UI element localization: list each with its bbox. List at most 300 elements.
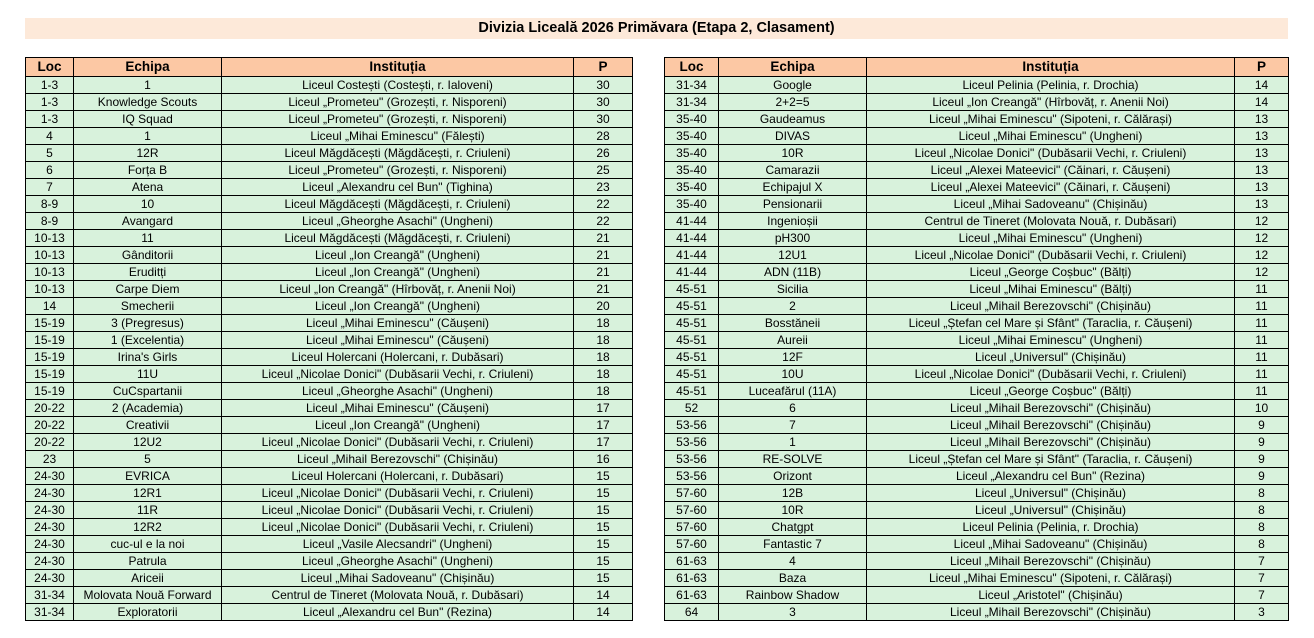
cell-institutia: Liceul Holercani (Holercani, r. Dubăsari) [222, 349, 574, 366]
cell-points: 14 [574, 604, 633, 621]
cell-loc: 61-63 [665, 553, 719, 570]
cell-loc: 1-3 [26, 111, 74, 128]
cell-echipa: Eruditți [74, 264, 222, 281]
cell-points: 20 [574, 298, 633, 315]
cell-echipa: 3 [719, 604, 867, 621]
cell-loc: 31-34 [665, 94, 719, 111]
cell-loc: 35-40 [665, 145, 719, 162]
cell-institutia: Liceul „Aristotel" (Chișinău) [867, 587, 1235, 604]
cell-echipa: 6 [719, 400, 867, 417]
table-row [26, 468, 633, 485]
cell-echipa: 4 [719, 553, 867, 570]
cell-echipa: 2+2=5 [719, 94, 867, 111]
cell-echipa: Camarazii [719, 162, 867, 179]
cell-points: 11 [1235, 366, 1289, 383]
cell-echipa: cuc-ul e la noi [74, 536, 222, 553]
cell-echipa: Echipajul X [719, 179, 867, 196]
cell-institutia: Liceul „Alexei Mateevici" (Căinari, r. Căușeni) [867, 179, 1235, 196]
table-row [665, 451, 1289, 468]
table-row [665, 485, 1289, 502]
cell-loc: 57-60 [665, 536, 719, 553]
cell-points: 12 [1235, 264, 1289, 281]
table-row [26, 315, 633, 332]
cell-echipa: Ingenioșii [719, 213, 867, 230]
table-row [665, 179, 1289, 196]
table-row [26, 298, 633, 315]
table-row [26, 247, 633, 264]
cell-institutia: Liceul „Gheorghe Asachi" (Ungheni) [222, 553, 574, 570]
cell-institutia: Liceul „Nicolae Donici" (Dubăsarii Vechi, r. Criuleni) [222, 485, 574, 502]
cell-echipa: Smecherii [74, 298, 222, 315]
table-row [665, 247, 1289, 264]
cell-loc: 45-51 [665, 349, 719, 366]
table-row [26, 213, 633, 230]
header-loc: Loc [665, 58, 719, 77]
cell-loc: 41-44 [665, 247, 719, 264]
cell-institutia: Liceul „Mihai Eminescu" (Ungheni) [867, 128, 1235, 145]
cell-loc: 24-30 [26, 502, 74, 519]
cell-institutia: Liceul „Mihail Berezovschi" (Chișinău) [867, 553, 1235, 570]
cell-loc: 35-40 [665, 179, 719, 196]
cell-echipa: Forța B [74, 162, 222, 179]
cell-loc: 20-22 [26, 417, 74, 434]
cell-institutia: Liceul „Universul" (Chișinău) [867, 349, 1235, 366]
cell-loc: 15-19 [26, 383, 74, 400]
cell-echipa: 10R [719, 502, 867, 519]
cell-institutia: Liceul „Mihai Eminescu" (Sipoteni, r. Călărași) [867, 570, 1235, 587]
cell-points: 14 [574, 587, 633, 604]
cell-echipa: ADN (11B) [719, 264, 867, 281]
cell-institutia: Liceul „Mihail Berezovschi" (Chișinău) [222, 451, 574, 468]
cell-institutia: Centrul de Tineret (Molovata Nouă, r. Dubăsari) [222, 587, 574, 604]
cell-loc: 20-22 [26, 400, 74, 417]
cell-points: 17 [574, 417, 633, 434]
cell-points: 18 [574, 332, 633, 349]
cell-points: 15 [574, 502, 633, 519]
cell-points: 13 [1235, 196, 1289, 213]
cell-institutia: Liceul „Mihail Berezovschi" (Chișinău) [867, 434, 1235, 451]
table-row [665, 587, 1289, 604]
cell-echipa: Bosstăneii [719, 315, 867, 332]
table-row [26, 366, 633, 383]
cell-echipa: 12F [719, 349, 867, 366]
cell-loc: 53-56 [665, 451, 719, 468]
cell-institutia: Liceul „Gheorghe Asachi" (Ungheni) [222, 383, 574, 400]
table-row [665, 604, 1289, 621]
table-row [665, 383, 1289, 400]
cell-institutia: Liceul „Gheorghe Asachi" (Ungheni) [222, 213, 574, 230]
cell-echipa: 1 [74, 77, 222, 94]
cell-institutia: Liceul „Alexandru cel Bun" (Tighina) [222, 179, 574, 196]
table-row [26, 570, 633, 587]
header-loc: Loc [26, 58, 74, 77]
table-row [665, 570, 1289, 587]
cell-loc: 35-40 [665, 162, 719, 179]
table-row [665, 128, 1289, 145]
cell-points: 16 [574, 451, 633, 468]
cell-echipa: Aureii [719, 332, 867, 349]
cell-points: 13 [1235, 179, 1289, 196]
cell-loc: 61-63 [665, 570, 719, 587]
cell-points: 30 [574, 77, 633, 94]
header-institutia: Instituția [222, 58, 574, 77]
table-row [26, 162, 633, 179]
table-row [665, 213, 1289, 230]
cell-points: 11 [1235, 332, 1289, 349]
cell-points: 9 [1235, 468, 1289, 485]
cell-loc: 7 [26, 179, 74, 196]
table-row [665, 468, 1289, 485]
table-row [26, 111, 633, 128]
cell-points: 11 [1235, 281, 1289, 298]
cell-echipa: Fantastic 7 [719, 536, 867, 553]
cell-loc: 15-19 [26, 366, 74, 383]
cell-institutia: Liceul Holercani (Holercani, r. Dubăsari) [222, 468, 574, 485]
cell-points: 22 [574, 213, 633, 230]
cell-points: 21 [574, 247, 633, 264]
cell-loc: 45-51 [665, 383, 719, 400]
header-row [26, 58, 633, 77]
cell-points: 17 [574, 434, 633, 451]
cell-loc: 1-3 [26, 77, 74, 94]
cell-loc: 35-40 [665, 111, 719, 128]
cell-echipa: Avangard [74, 213, 222, 230]
cell-institutia: Liceul „Universul" (Chișinău) [867, 485, 1235, 502]
table-row [26, 502, 633, 519]
standings-body-left [26, 77, 633, 621]
cell-echipa: EVRICA [74, 468, 222, 485]
cell-institutia: Liceul „Alexandru cel Bun" (Rezina) [867, 468, 1235, 485]
cell-points: 15 [574, 519, 633, 536]
table-row [665, 77, 1289, 94]
table-row [665, 519, 1289, 536]
header-echipa: Echipa [74, 58, 222, 77]
table-row [665, 162, 1289, 179]
cell-points: 30 [574, 111, 633, 128]
cell-loc: 14 [26, 298, 74, 315]
cell-institutia: Liceul „Ion Creangă" (Hîrbovăț, r. Anenii Noi) [867, 94, 1235, 111]
table-row [26, 604, 633, 621]
cell-points: 9 [1235, 417, 1289, 434]
table-row [26, 332, 633, 349]
header-echipa: Echipa [719, 58, 867, 77]
cell-echipa: Gaudeamus [719, 111, 867, 128]
header-row [665, 58, 1289, 77]
cell-loc: 8-9 [26, 213, 74, 230]
table-row [26, 485, 633, 502]
cell-institutia: Liceul „Alexandru cel Bun" (Rezina) [222, 604, 574, 621]
cell-points: 11 [1235, 298, 1289, 315]
cell-echipa: 5 [74, 451, 222, 468]
cell-loc: 31-34 [26, 587, 74, 604]
cell-institutia: Liceul „Prometeu" (Grozești, r. Nisporeni) [222, 111, 574, 128]
cell-echipa: 10U [719, 366, 867, 383]
cell-loc: 35-40 [665, 196, 719, 213]
cell-loc: 15-19 [26, 349, 74, 366]
cell-points: 14 [1235, 77, 1289, 94]
table-row [26, 264, 633, 281]
table-row [26, 451, 633, 468]
cell-points: 8 [1235, 536, 1289, 553]
cell-institutia: Liceul „Universul" (Chișinău) [867, 502, 1235, 519]
table-row [26, 77, 633, 94]
table-row [665, 332, 1289, 349]
cell-institutia: Liceul „Mihai Sadoveanu" (Chișinău) [222, 570, 574, 587]
cell-echipa: 12R [74, 145, 222, 162]
table-row [26, 128, 633, 145]
cell-loc: 15-19 [26, 315, 74, 332]
cell-loc: 45-51 [665, 366, 719, 383]
cell-points: 9 [1235, 451, 1289, 468]
cell-loc: 8-9 [26, 196, 74, 213]
cell-points: 12 [1235, 213, 1289, 230]
cell-echipa: 2 (Academia) [74, 400, 222, 417]
cell-echipa: 3 (Pregresus) [74, 315, 222, 332]
cell-echipa: 2 [719, 298, 867, 315]
cell-points: 11 [1235, 349, 1289, 366]
table-row [665, 434, 1289, 451]
table-row [26, 383, 633, 400]
cell-points: 12 [1235, 230, 1289, 247]
table-row [26, 281, 633, 298]
cell-points: 7 [1235, 570, 1289, 587]
table-row [665, 553, 1289, 570]
cell-points: 21 [574, 264, 633, 281]
cell-points: 9 [1235, 434, 1289, 451]
cell-echipa: 11 [74, 230, 222, 247]
cell-echipa: Atena [74, 179, 222, 196]
cell-echipa: Pensionarii [719, 196, 867, 213]
cell-points: 17 [574, 400, 633, 417]
cell-points: 11 [1235, 383, 1289, 400]
cell-points: 7 [1235, 553, 1289, 570]
cell-loc: 15-19 [26, 332, 74, 349]
table-row [665, 417, 1289, 434]
cell-loc: 24-30 [26, 553, 74, 570]
header-p: P [1235, 58, 1289, 77]
cell-loc: 57-60 [665, 502, 719, 519]
cell-loc: 41-44 [665, 264, 719, 281]
cell-echipa: Baza [719, 570, 867, 587]
cell-points: 12 [1235, 247, 1289, 264]
cell-echipa: DIVAS [719, 128, 867, 145]
cell-echipa: Rainbow Shadow [719, 587, 867, 604]
header-institutia: Instituția [867, 58, 1235, 77]
cell-loc: 6 [26, 162, 74, 179]
cell-points: 3 [1235, 604, 1289, 621]
cell-institutia: Liceul „Vasile Alecsandri" (Ungheni) [222, 536, 574, 553]
cell-points: 8 [1235, 502, 1289, 519]
cell-points: 15 [574, 485, 633, 502]
cell-institutia: Liceul „Mihail Berezovschi" (Chișinău) [867, 400, 1235, 417]
cell-points: 13 [1235, 145, 1289, 162]
cell-echipa: Sicilia [719, 281, 867, 298]
cell-institutia: Liceul „Ștefan cel Mare și Sfânt" (Taraclia, r. Căușeni) [867, 315, 1235, 332]
table-row [665, 94, 1289, 111]
table-row [665, 349, 1289, 366]
table-row [26, 434, 633, 451]
cell-points: 15 [574, 536, 633, 553]
cell-points: 23 [574, 179, 633, 196]
cell-points: 21 [574, 281, 633, 298]
cell-loc: 53-56 [665, 434, 719, 451]
cell-institutia: Liceul „Mihai Eminescu" (Căușeni) [222, 332, 574, 349]
cell-echipa: 12R1 [74, 485, 222, 502]
table-row [665, 230, 1289, 247]
cell-loc: 24-30 [26, 570, 74, 587]
cell-institutia: Liceul „Mihai Eminescu" (Fălești) [222, 128, 574, 145]
cell-echipa: Google [719, 77, 867, 94]
cell-loc: 10-13 [26, 281, 74, 298]
cell-points: 8 [1235, 485, 1289, 502]
cell-institutia: Liceul „George Coșbuc" (Bălți) [867, 264, 1235, 281]
cell-points: 10 [1235, 400, 1289, 417]
cell-institutia: Liceul „Prometeu" (Grozești, r. Nisporeni) [222, 94, 574, 111]
page-title: Divizia Liceală 2026 Primăvara (Etapa 2, Clasament) [25, 18, 1288, 39]
table-row [26, 400, 633, 417]
cell-institutia: Liceul „Mihai Eminescu" (Ungheni) [867, 332, 1235, 349]
cell-echipa: 10R [719, 145, 867, 162]
cell-institutia: Liceul „Mihai Sadoveanu" (Chișinău) [867, 536, 1235, 553]
cell-loc: 53-56 [665, 417, 719, 434]
cell-echipa: Patrula [74, 553, 222, 570]
cell-institutia: Liceul „Alexei Mateevici" (Căinari, r. Căușeni) [867, 162, 1235, 179]
cell-institutia: Liceul Costești (Costești, r. Ialoveni) [222, 77, 574, 94]
cell-points: 30 [574, 94, 633, 111]
cell-echipa: 11U [74, 366, 222, 383]
cell-institutia: Liceul „Nicolae Donici" (Dubăsarii Vechi, r. Criuleni) [867, 247, 1235, 264]
cell-institutia: Liceul Pelinia (Pelinia, r. Drochia) [867, 77, 1235, 94]
standings-body-right [665, 77, 1289, 621]
cell-loc: 24-30 [26, 536, 74, 553]
cell-loc: 57-60 [665, 519, 719, 536]
cell-points: 21 [574, 230, 633, 247]
header-p: P [574, 58, 633, 77]
cell-loc: 4 [26, 128, 74, 145]
cell-echipa: 10 [74, 196, 222, 213]
cell-points: 15 [574, 553, 633, 570]
cell-loc: 5 [26, 145, 74, 162]
cell-loc: 31-34 [665, 77, 719, 94]
cell-loc: 23 [26, 451, 74, 468]
cell-points: 22 [574, 196, 633, 213]
cell-institutia: Liceul Pelinia (Pelinia, r. Drochia) [867, 519, 1235, 536]
cell-points: 13 [1235, 111, 1289, 128]
cell-institutia: Liceul „Mihai Eminescu" (Ungheni) [867, 230, 1235, 247]
cell-echipa: 12B [719, 485, 867, 502]
cell-loc: 20-22 [26, 434, 74, 451]
cell-echipa: 12U2 [74, 434, 222, 451]
cell-echipa: Knowledge Scouts [74, 94, 222, 111]
table-row [665, 196, 1289, 213]
cell-echipa: Ariceii [74, 570, 222, 587]
cell-institutia: Liceul „Mihail Berezovschi" (Chișinău) [867, 417, 1235, 434]
cell-echipa: IQ Squad [74, 111, 222, 128]
table-row [26, 553, 633, 570]
cell-echipa: Chatgpt [719, 519, 867, 536]
cell-institutia: Liceul „Ion Creangă" (Hîrbovăț, r. Anenii Noi) [222, 281, 574, 298]
cell-points: 18 [574, 315, 633, 332]
table-row [665, 281, 1289, 298]
table-row [26, 349, 633, 366]
cell-institutia: Liceul „Nicolae Donici" (Dubăsarii Vechi, r. Criuleni) [222, 366, 574, 383]
cell-institutia: Centrul de Tineret (Molovata Nouă, r. Dubăsari) [867, 213, 1235, 230]
cell-institutia: Liceul „Mihail Berezovschi" (Chișinău) [867, 604, 1235, 621]
table-row [26, 230, 633, 247]
cell-institutia: Liceul „Ion Creangă" (Ungheni) [222, 298, 574, 315]
cell-institutia: Liceul „Nicolae Donici" (Dubăsarii Vechi, r. Criuleni) [867, 366, 1235, 383]
cell-institutia: Liceul „Mihai Sadoveanu" (Chișinău) [867, 196, 1235, 213]
cell-points: 15 [574, 570, 633, 587]
cell-loc: 45-51 [665, 281, 719, 298]
cell-echipa: Creativii [74, 417, 222, 434]
cell-echipa: 12R2 [74, 519, 222, 536]
cell-points: 18 [574, 349, 633, 366]
cell-loc: 53-56 [665, 468, 719, 485]
cell-echipa: RE-SOLVE [719, 451, 867, 468]
table-row [665, 315, 1289, 332]
cell-institutia: Liceul „Ion Creangă" (Ungheni) [222, 264, 574, 281]
cell-loc: 45-51 [665, 315, 719, 332]
cell-loc: 45-51 [665, 298, 719, 315]
cell-points: 18 [574, 366, 633, 383]
cell-loc: 10-13 [26, 230, 74, 247]
cell-echipa: CuCspartanii [74, 383, 222, 400]
cell-institutia: Liceul „Mihai Eminescu" (Sipoteni, r. Călărași) [867, 111, 1235, 128]
cell-institutia: Liceul „Mihail Berezovschi" (Chișinău) [867, 298, 1235, 315]
cell-institutia: Liceul „Ion Creangă" (Ungheni) [222, 247, 574, 264]
table-row [665, 298, 1289, 315]
standings-table-left [25, 57, 633, 621]
cell-points: 15 [574, 468, 633, 485]
table-row [26, 519, 633, 536]
cell-institutia: Liceul „Ștefan cel Mare și Sfânt" (Taraclia, r. Căușeni) [867, 451, 1235, 468]
cell-points: 18 [574, 383, 633, 400]
table-row [665, 145, 1289, 162]
table-row [26, 145, 633, 162]
cell-loc: 10-13 [26, 247, 74, 264]
cell-echipa: Molovata Nouă Forward [74, 587, 222, 604]
cell-echipa: 12U1 [719, 247, 867, 264]
cell-echipa: Gânditorii [74, 247, 222, 264]
cell-loc: 57-60 [665, 485, 719, 502]
table-row [665, 400, 1289, 417]
cell-echipa: 1 (Excelentia) [74, 332, 222, 349]
cell-echipa: Orizont [719, 468, 867, 485]
cell-points: 13 [1235, 128, 1289, 145]
table-row [26, 196, 633, 213]
cell-points: 26 [574, 145, 633, 162]
cell-points: 28 [574, 128, 633, 145]
table-row [665, 111, 1289, 128]
cell-loc: 31-34 [26, 604, 74, 621]
cell-echipa: 1 [74, 128, 222, 145]
table-row [665, 502, 1289, 519]
cell-echipa: Carpe Diem [74, 281, 222, 298]
cell-loc: 64 [665, 604, 719, 621]
cell-echipa: Exploratorii [74, 604, 222, 621]
cell-institutia: Liceul Măgdăcești (Măgdăcești, r. Criuleni) [222, 196, 574, 213]
table-row [665, 366, 1289, 383]
cell-loc: 35-40 [665, 128, 719, 145]
cell-echipa: pH300 [719, 230, 867, 247]
cell-points: 11 [1235, 315, 1289, 332]
table-row [26, 179, 633, 196]
cell-loc: 41-44 [665, 213, 719, 230]
cell-loc: 10-13 [26, 264, 74, 281]
cell-institutia: Liceul „Mihai Eminescu" (Bălți) [867, 281, 1235, 298]
cell-loc: 1-3 [26, 94, 74, 111]
